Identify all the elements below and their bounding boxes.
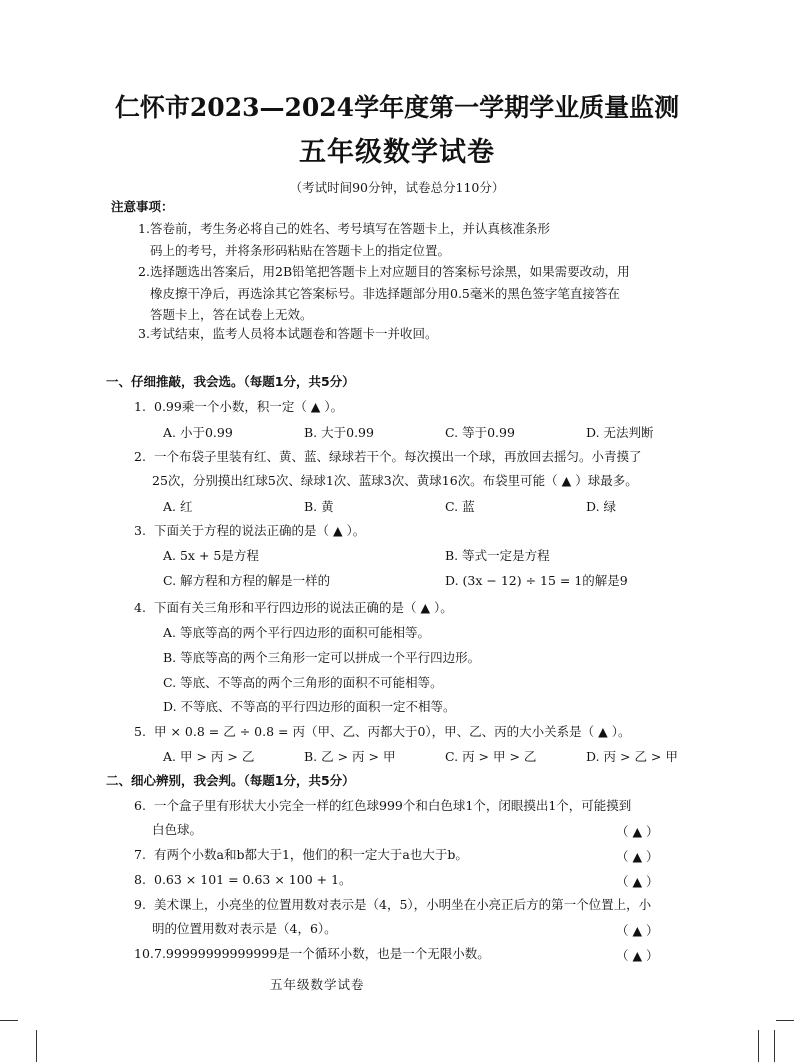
question-number: 3. xyxy=(134,523,146,538)
option-b: B. 黄 xyxy=(304,499,334,514)
notice-heading: 注意事项： xyxy=(111,199,174,214)
option-b: B. 等底等高的两个三角形一定可以拼成一个平行四边形。 xyxy=(163,650,481,665)
question-8 xyxy=(134,868,694,891)
question-2-cont xyxy=(134,469,694,492)
question-text: 甲 × 0.8 = 乙 ÷ 0.8 = 丙（甲、乙、丙都大于0），甲、乙、丙的大小关系是（ ▲ ）。 xyxy=(154,724,631,739)
notice-item-3 xyxy=(138,323,698,345)
question-text: 0.63 × 101 = 0.63 × 100 + 1。 xyxy=(154,872,352,887)
option-a: A. 红 xyxy=(163,499,193,514)
question-text: 0.99乘一个小数，积一定（ ▲ ）。 xyxy=(154,399,344,414)
notice-num: 2. xyxy=(138,264,150,279)
option-a: A. 等底等高的两个平行四边形的面积可能相等。 xyxy=(163,625,430,640)
exam-subtitle: 五年级数学试卷 xyxy=(299,137,495,168)
question-number: 10. xyxy=(134,946,154,961)
section-heading: 二、细心辨别，我会判。（每题1分，共5分） xyxy=(106,773,355,788)
answer-blank: （ ▲ ） xyxy=(616,849,659,864)
question-number: 1. xyxy=(134,399,146,414)
notice-item-1 xyxy=(138,218,698,261)
question-number: 7. xyxy=(134,847,146,862)
option-d: D. 丙 > 乙 > 甲 xyxy=(586,749,678,764)
notice-num: 1. xyxy=(138,221,150,236)
option-a: A. 甲 > 丙 > 乙 xyxy=(163,749,255,764)
question-text: 一个盒子里有形状大小完全一样的红色球999个和白色球1个，闭眼摸出1个，可能摸到 xyxy=(154,798,632,813)
question-text: 25次，分别摸出红球5次、绿球1次、蓝球3次、黄球16次。布袋里可能（ ▲ ）球最多。 xyxy=(152,473,638,488)
question-number: 6. xyxy=(134,798,146,813)
notice-text: 答卷前，考生务必将自己的姓名、考号填写在答题卡上，并认真核准条形 xyxy=(150,221,551,236)
crop-mark xyxy=(776,1020,794,1021)
question-text: 白色球。 xyxy=(152,822,203,837)
answer-blank: （ ▲ ） xyxy=(616,948,659,963)
question-number: 5. xyxy=(134,724,146,739)
exam-info: （考试时间90分钟，试卷总分110分） xyxy=(289,180,505,195)
option-d: D. 无法判断 xyxy=(586,425,654,440)
question-text: 有两个小数a和b都大于1，他们的积一定大于a也大于b。 xyxy=(154,847,468,862)
question-2 xyxy=(134,445,694,468)
question-5 xyxy=(134,720,694,743)
section-heading: 一、仔细推敲，我会选。（每题1分，共5分） xyxy=(106,374,355,389)
option-a: A. 小于0.99 xyxy=(163,425,233,440)
option-c: C. 蓝 xyxy=(445,499,475,514)
option-c: C. 丙 > 甲 > 乙 xyxy=(445,749,537,764)
question-9-cont xyxy=(134,917,694,940)
question-3 xyxy=(134,519,694,542)
notice-text: 码上的考号，并将条形码粘贴在答题卡上的指定位置。 xyxy=(150,242,451,258)
option-c: C. 等底、不等高的两个三角形的面积不可能相等。 xyxy=(163,675,443,690)
question-text: 7.99999999999999是一个循环小数，也是一个无限小数。 xyxy=(154,946,490,961)
option-b: B. 乙 > 丙 > 甲 xyxy=(304,749,396,764)
notice-text: 考试结束，监考人员将本试题卷和答题卡一并收回。 xyxy=(150,326,438,341)
notice-text: 答题卡上，答在试卷上无效。 xyxy=(150,307,313,322)
question-6-cont xyxy=(134,818,694,841)
notice-item-2 xyxy=(138,261,698,326)
question-number: 8. xyxy=(134,872,146,887)
question-text: 一个布袋子里装有红、黄、蓝、绿球若干个。每次摸出一个球，再放回去摇匀。小青摸了 xyxy=(154,449,642,464)
question-number: 9. xyxy=(134,897,146,912)
notice-num: 3. xyxy=(138,326,150,341)
question-number: 4. xyxy=(134,600,146,615)
notice-text: 选择题选出答案后，用2B铅笔把答题卡上对应题目的答案标号涂黑，如果需要改动，用 xyxy=(150,264,630,279)
option-a: A. 5x + 5是方程 xyxy=(163,548,259,563)
option-b: B. 大于0.99 xyxy=(304,425,374,440)
question-6 xyxy=(134,794,694,817)
question-text: 下面关于方程的说法正确的是（ ▲ ）。 xyxy=(154,523,366,538)
question-1 xyxy=(134,395,694,418)
option-c: C. 解方程和方程的解是一样的 xyxy=(163,573,331,588)
crop-mark xyxy=(774,1030,775,1062)
option-c: C. 等于0.99 xyxy=(445,425,515,440)
crop-mark xyxy=(758,1030,759,1062)
option-d: D. 绿 xyxy=(586,499,617,514)
question-7 xyxy=(134,843,694,866)
question-4 xyxy=(134,596,694,619)
option-d: D. 不等底、不等高的平行四边形的面积一定不相等。 xyxy=(163,699,456,714)
option-b: B. 等式一定是方程 xyxy=(445,548,550,563)
answer-blank: （ ▲ ） xyxy=(616,824,659,839)
question-9 xyxy=(134,893,694,916)
crop-mark xyxy=(0,1020,18,1021)
answer-blank: （ ▲ ） xyxy=(616,874,659,889)
question-10 xyxy=(134,942,694,965)
question-text: 美术课上，小亮坐的位置用数对表示是（4，5），小明坐在小亮正后方的第一个位置上，小 xyxy=(154,897,652,912)
question-text: 下面有关三角形和平行四边形的说法正确的是（ ▲ ）。 xyxy=(154,600,453,615)
question-text: 明的位置用数对表示是（4，6）。 xyxy=(152,921,337,936)
notice-text: 橡皮擦干净后，再选涂其它答案标号。非选择题部分用0.5毫米的黑色签字笔直接答在 xyxy=(150,285,620,301)
exam-title: 仁怀市2023—2024学年度第一学期学业质量监测 xyxy=(114,93,680,122)
answer-blank: （ ▲ ） xyxy=(616,923,659,938)
page-footer: 五年级数学试卷 xyxy=(270,977,365,992)
question-number: 2. xyxy=(134,449,146,464)
option-d: D. (3x − 12) ÷ 15 = 1的解是9 xyxy=(445,573,628,588)
crop-mark xyxy=(36,1030,37,1062)
